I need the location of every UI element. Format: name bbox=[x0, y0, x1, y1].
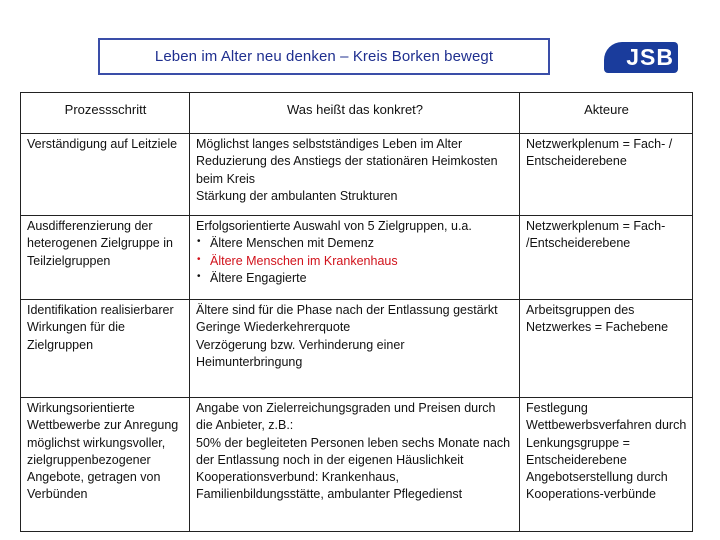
table-row bbox=[21, 134, 693, 216]
details-cell bbox=[190, 398, 520, 532]
detail-line: Kooperationsverbund: Krankenhaus, Familienbildungsstätte, ambulanter Pflegedienst bbox=[196, 470, 463, 502]
jsb-logo: JSB bbox=[604, 42, 678, 73]
actors-cell bbox=[520, 134, 693, 216]
step-cell: Ausdifferenzierung der heterogenen Zielgruppe in Teilzielgruppen bbox=[21, 216, 190, 300]
column-header-step: Prozessschritt bbox=[21, 93, 190, 134]
actors-cell bbox=[520, 300, 693, 398]
detail-line: Reduzierung des Anstiegs der stationären Heimkosten beim Kreis bbox=[196, 154, 498, 186]
actors-cell bbox=[520, 398, 693, 532]
actors-cell bbox=[520, 216, 693, 300]
process-table bbox=[20, 92, 693, 532]
detail-line: 50% der begleiteten Personen leben sechs Monate nach der Entlassung noch in der eigenen Häuslichkeit bbox=[196, 435, 511, 467]
detail-line: Ältere sind für die Phase nach der Entlassung gestärkt bbox=[196, 303, 498, 317]
actor-line: Netzwerkplenum = Fach- /Entscheiderebene bbox=[526, 219, 666, 251]
detail-line: Geringe Wiederkehrerquote bbox=[196, 320, 351, 335]
table-row bbox=[21, 300, 693, 398]
bullet-item: • Ältere Engagierte bbox=[196, 270, 514, 287]
page-title: Leben im Alter neu denken – Kreis Borken bewegt bbox=[98, 38, 550, 75]
actor-line: Festlegung Wettbewerbsverfahren durch Lenkungsgruppe = Entscheiderebene bbox=[526, 401, 687, 467]
details-cell bbox=[190, 300, 520, 398]
actor-line: Arbeitsgruppen des Netzwerkes = Fachebene bbox=[526, 303, 669, 335]
details-cell bbox=[190, 134, 520, 216]
column-header-details: Was heißt das konkret? bbox=[190, 93, 520, 134]
detail-intro: Erfolgsorientierte Auswahl von 5 Zielgruppen, u.a. bbox=[196, 219, 472, 233]
column-header-actors: Akteure bbox=[520, 93, 693, 134]
detail-line: Angabe von Zielerreichungsgraden und Preisen durch die Anbieter, z.B.: bbox=[196, 401, 496, 433]
detail-line: Verzögerung bzw. Verhinderung einer Heimunterbringung bbox=[196, 337, 405, 369]
step-cell: Identifikation realisierbarer Wirkungen für die Zielgruppen bbox=[21, 300, 190, 398]
actor-line: Angebotserstellung durch Kooperations-verbünde bbox=[526, 470, 668, 502]
details-cell bbox=[190, 216, 520, 300]
table-row bbox=[21, 216, 693, 300]
detail-line: Möglichst langes selbstständiges Leben im Alter bbox=[196, 137, 463, 151]
bullet-item-highlighted: • Ältere Menschen im Krankenhaus bbox=[196, 253, 514, 270]
step-cell: Wirkungsorientierte Wettbewerbe zur Anregung möglichst wirkungsvoller, zielgruppenbezogener Angebote, getragen von Verbünden bbox=[21, 398, 190, 532]
table-header-row bbox=[21, 93, 693, 134]
step-cell: Verständigung auf Leitziele bbox=[21, 134, 190, 216]
table-row bbox=[21, 398, 693, 532]
bullet-item: • Ältere Menschen mit Demenz bbox=[196, 235, 514, 252]
actor-line: Netzwerkplenum = Fach- / Entscheiderebene bbox=[526, 137, 673, 169]
detail-line: Stärkung der ambulanten Strukturen bbox=[196, 188, 398, 203]
